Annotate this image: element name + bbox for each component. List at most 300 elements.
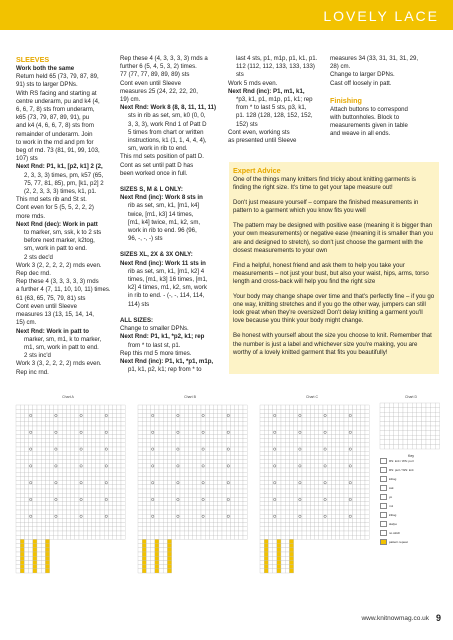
chart-cell	[323, 405, 327, 409]
chart-cell	[108, 506, 112, 510]
chart-cell	[348, 443, 352, 447]
chart-cell	[323, 514, 327, 518]
chart-cell	[58, 443, 62, 447]
chart-cell	[273, 535, 277, 539]
chart-cell	[117, 510, 121, 514]
text-line: *p3, k1, p1, m1p, p1, k1; rep	[236, 96, 313, 104]
chart-cell	[222, 443, 226, 447]
chart-cell	[315, 439, 319, 443]
chart-cell	[319, 460, 323, 464]
chart-cell	[222, 472, 226, 476]
chart-cell	[209, 405, 213, 409]
chart-cell	[50, 426, 54, 430]
chart-cell	[417, 444, 422, 449]
key-item	[380, 512, 396, 518]
chart-cell	[104, 413, 108, 417]
chart-cell	[222, 518, 226, 522]
chart-cell	[218, 481, 222, 485]
chart-cell	[205, 481, 209, 485]
chart-cell	[104, 460, 108, 464]
chart-cell	[331, 413, 335, 417]
chart-cell	[201, 405, 205, 409]
chart-cell	[273, 539, 277, 543]
chart-cell	[151, 418, 155, 422]
chart-cell	[45, 451, 49, 455]
chart-cell	[184, 502, 188, 506]
chart-cell	[239, 535, 243, 539]
chart-cell	[408, 435, 413, 440]
chart-cell	[340, 439, 344, 443]
chart-cell	[193, 472, 197, 476]
chart-cell	[348, 439, 352, 443]
chart-cell	[79, 434, 83, 438]
chart-cell	[260, 481, 264, 485]
chart-cell	[273, 548, 277, 552]
chart-cell	[41, 560, 45, 564]
chart-cell	[336, 493, 340, 497]
chart-cell	[327, 464, 331, 468]
chart-cell	[298, 460, 302, 464]
chart-cell	[75, 502, 79, 506]
chart-cell	[344, 460, 348, 464]
chart-cell	[243, 447, 247, 451]
chart-cell	[197, 439, 201, 443]
chart-cell	[315, 535, 319, 539]
chart-cell	[315, 485, 319, 489]
chart-cell	[226, 531, 230, 535]
chart-cell	[121, 472, 125, 476]
chart-cell	[289, 548, 293, 552]
chart-cell	[71, 439, 75, 443]
chart-cell	[176, 506, 180, 510]
chart-cell	[306, 506, 310, 510]
chart-cell	[385, 426, 390, 431]
chart-cell	[218, 405, 222, 409]
chart-cell	[239, 443, 243, 447]
chart-cell	[41, 422, 45, 426]
chart-cell	[54, 413, 58, 417]
chart-cell	[336, 468, 340, 472]
chart-cell	[146, 464, 150, 468]
chart-cell	[24, 413, 28, 417]
chart-cell	[62, 405, 66, 409]
chart-cell	[239, 413, 243, 417]
chart-cell	[294, 464, 298, 468]
chart-cell	[336, 464, 340, 468]
chart-cell	[37, 514, 41, 518]
chart-cell	[218, 451, 222, 455]
chart-cell	[54, 460, 58, 464]
column-2-text	[120, 55, 218, 374]
chart-cell	[348, 518, 352, 522]
chart-cell	[201, 468, 205, 472]
chart-cell	[340, 455, 344, 459]
chart-cell	[146, 476, 150, 480]
chart-cell	[273, 514, 277, 518]
chart-cell	[289, 544, 293, 548]
chart-cell	[352, 472, 356, 476]
chart-cell	[344, 447, 348, 451]
chart-cell	[306, 422, 310, 426]
chart-cell	[365, 439, 369, 443]
chart-cell	[352, 422, 356, 426]
chart-cell	[426, 403, 431, 408]
chart-cell	[230, 489, 234, 493]
chart-cell	[188, 485, 192, 489]
chart-cell	[24, 556, 28, 560]
text-line: Next Rnd: Work 8 (8, 8, 11, 11, 11)	[120, 104, 217, 112]
chart-cell	[357, 481, 361, 485]
chart-cell	[281, 468, 285, 472]
chart-cell	[226, 502, 230, 506]
chart-cell	[167, 439, 171, 443]
chart-cell	[327, 409, 331, 413]
chart-cell	[188, 527, 192, 531]
chart-cell	[108, 460, 112, 464]
chart-cell	[104, 514, 108, 518]
chart-cell	[37, 548, 41, 552]
chart-cell	[155, 544, 159, 548]
chart-cell	[294, 531, 298, 535]
chart-cell	[142, 409, 146, 413]
chart-cell	[348, 422, 352, 426]
chart-cell	[24, 552, 28, 556]
chart-cell	[264, 468, 268, 472]
chart-cell	[209, 455, 213, 459]
chart-cell	[146, 418, 150, 422]
chart-cell	[83, 493, 87, 497]
chart-cell	[138, 439, 142, 443]
chart-cell	[260, 514, 264, 518]
chart-cell	[83, 514, 87, 518]
chart-cell	[96, 418, 100, 422]
chart-cell	[264, 560, 268, 564]
chart-cell	[104, 409, 108, 413]
chart-cell	[306, 455, 310, 459]
chart-cell	[319, 497, 323, 501]
chart-cell	[155, 439, 159, 443]
chart-cell	[41, 518, 45, 522]
chart-cell	[385, 417, 390, 422]
chart-cell	[260, 426, 264, 430]
chart-cell	[281, 514, 285, 518]
chart-cell	[197, 497, 201, 501]
chart-cell	[66, 497, 70, 501]
chart-cell	[96, 476, 100, 480]
chart-cell	[209, 430, 213, 434]
text-line: 2 sts inc'd	[24, 352, 51, 360]
chart-cell	[163, 451, 167, 455]
chart-cell	[277, 502, 281, 506]
chart-cell	[394, 431, 399, 436]
chart-cell	[180, 527, 184, 531]
chart-cell	[50, 464, 54, 468]
chart-cell	[100, 460, 104, 464]
chart-cell	[298, 468, 302, 472]
chart-cell	[96, 527, 100, 531]
chart-cell	[33, 443, 37, 447]
chart-cell	[180, 460, 184, 464]
text-line: p1. 128 (128, 128, 152, 152,	[236, 112, 313, 120]
chart-cell	[243, 426, 247, 430]
chart-cell	[87, 455, 91, 459]
chart-cell	[167, 413, 171, 417]
chart-cell	[243, 472, 247, 476]
chart-cell	[155, 426, 159, 430]
chart-cell	[100, 510, 104, 514]
chart-cell	[201, 460, 205, 464]
chart-cell	[226, 523, 230, 527]
chart-cell	[167, 552, 171, 556]
chart-cell	[79, 502, 83, 506]
chart-cell	[87, 493, 91, 497]
chart-cell	[45, 560, 49, 564]
chart-cell	[37, 447, 41, 451]
chart-cell	[298, 531, 302, 535]
chart-cell	[117, 405, 121, 409]
chart-cell	[41, 434, 45, 438]
chart-cell	[45, 548, 49, 552]
chart-cell	[37, 434, 41, 438]
chart-cell	[87, 476, 91, 480]
chart-cell	[230, 481, 234, 485]
chart-cell	[75, 422, 79, 426]
chart-cell	[16, 531, 20, 535]
chart-cell	[302, 422, 306, 426]
chart-cell	[239, 476, 243, 480]
chart-cell	[306, 439, 310, 443]
chart-cell	[357, 422, 361, 426]
chart-cell	[340, 418, 344, 422]
chart-cell	[24, 439, 28, 443]
chart-cell	[226, 418, 230, 422]
chart-cell	[79, 418, 83, 422]
chart-cell	[281, 539, 285, 543]
chart-cell	[180, 531, 184, 535]
key-label: RS: purl / WS: knit	[389, 467, 414, 472]
chart-cell	[33, 409, 37, 413]
chart-cell	[306, 523, 310, 527]
chart-cell	[24, 565, 28, 569]
chart-cell	[96, 426, 100, 430]
chart-cell	[235, 468, 239, 472]
chart-cell	[230, 476, 234, 480]
chart-cell	[138, 426, 142, 430]
chart-cell	[108, 418, 112, 422]
chart-cell	[16, 493, 20, 497]
chart-cell	[184, 413, 188, 417]
chart-cell	[315, 460, 319, 464]
chart-cell	[357, 434, 361, 438]
chart-cell	[214, 485, 218, 489]
chart-cell	[41, 418, 45, 422]
chart-cell	[37, 506, 41, 510]
chart-cell	[226, 472, 230, 476]
chart-cell	[281, 510, 285, 514]
chart-cell	[146, 569, 150, 573]
chart-cell	[62, 472, 66, 476]
chart-cell	[222, 430, 226, 434]
chart-cell	[176, 523, 180, 527]
chart-cell	[294, 518, 298, 522]
chart-cell	[121, 447, 125, 451]
chart-cell	[412, 440, 417, 445]
chart-cell	[159, 476, 163, 480]
chart-cell	[361, 493, 365, 497]
chart-cell	[163, 481, 167, 485]
chart-cell	[193, 439, 197, 443]
chart-cell	[87, 535, 91, 539]
text-line: Rep inc rnd.	[16, 368, 49, 376]
chart-cell	[306, 460, 310, 464]
chart-cell	[268, 455, 272, 459]
text-line: Next Rnd (dec): Work in patt	[16, 220, 98, 228]
chart-cell	[92, 506, 96, 510]
chart-cell	[352, 468, 356, 472]
chart-cell	[138, 548, 142, 552]
chart-cell	[294, 426, 298, 430]
chart-cell	[336, 535, 340, 539]
chart-cell	[357, 426, 361, 430]
chart-cell	[340, 443, 344, 447]
chart-cell	[344, 472, 348, 476]
chart-cell	[155, 539, 159, 543]
chart-cell	[319, 447, 323, 451]
chart-cell	[421, 440, 426, 445]
chart-cell	[16, 556, 20, 560]
chart-cell	[365, 472, 369, 476]
chart-cell	[209, 514, 213, 518]
chart-cell	[230, 413, 234, 417]
chart-cell	[281, 518, 285, 522]
chart-cell	[71, 418, 75, 422]
chart-cell	[218, 523, 222, 527]
chart-cell	[214, 422, 218, 426]
chart-cell	[214, 464, 218, 468]
chart-cell	[50, 514, 54, 518]
chart-cell	[20, 514, 24, 518]
chart-cell	[239, 518, 243, 522]
chart-cell	[201, 502, 205, 506]
chart-cell	[260, 539, 264, 543]
chart-cell	[66, 464, 70, 468]
chart-cell	[83, 527, 87, 531]
chart-cell	[184, 527, 188, 531]
chart-cell	[121, 506, 125, 510]
chart-cell	[222, 535, 226, 539]
chart-cell	[226, 426, 230, 430]
chart-cell	[218, 426, 222, 430]
chart-cell	[104, 443, 108, 447]
text-line: SIZES XL, 2X & 3X ONLY:	[120, 251, 193, 259]
chart-cell	[163, 497, 167, 501]
chart-cell	[100, 468, 104, 472]
chart-cell	[289, 518, 293, 522]
chart-cell	[155, 531, 159, 535]
chart-cell	[155, 560, 159, 564]
chart-cell	[163, 527, 167, 531]
chart-cell	[172, 451, 176, 455]
chart-cell	[273, 556, 277, 560]
chart-cell	[336, 489, 340, 493]
chart-cell	[29, 489, 33, 493]
chart-cell	[62, 430, 66, 434]
chart-cell	[336, 481, 340, 485]
chart-cell	[235, 464, 239, 468]
chart-cell	[16, 565, 20, 569]
chart-cell	[285, 409, 289, 413]
chart-cell	[273, 485, 277, 489]
chart-cell	[180, 535, 184, 539]
chart-cell	[260, 497, 264, 501]
chart-cell	[319, 489, 323, 493]
chart-cell	[205, 426, 209, 430]
chart-cell	[167, 556, 171, 560]
text-line: Cont even, working sts	[228, 128, 290, 136]
chart-cell	[66, 460, 70, 464]
chart-cell	[306, 527, 310, 531]
chart-cell	[159, 552, 163, 556]
chart-cell	[302, 506, 306, 510]
chart-cell	[315, 426, 319, 430]
chart-cell	[336, 518, 340, 522]
chart-cell	[226, 506, 230, 510]
chart-cell	[222, 485, 226, 489]
chart-cell	[306, 535, 310, 539]
chart-cell	[294, 535, 298, 539]
chart-cell	[357, 447, 361, 451]
chart-cell	[197, 405, 201, 409]
chart-cell	[96, 455, 100, 459]
chart-cell	[298, 489, 302, 493]
chart-cell	[155, 476, 159, 480]
chart-cell	[277, 422, 281, 426]
chart-cell	[264, 418, 268, 422]
chart-cell	[79, 506, 83, 510]
chart-cell	[285, 560, 289, 564]
chart-cell	[180, 476, 184, 480]
chart-cell	[285, 502, 289, 506]
chart-cell	[298, 418, 302, 422]
chart-cell	[431, 435, 436, 440]
chart-cell	[323, 472, 327, 476]
chart-cell	[319, 514, 323, 518]
chart-cell	[239, 489, 243, 493]
chart-cell	[281, 552, 285, 556]
chart-cell	[268, 560, 272, 564]
chart-cell	[365, 447, 369, 451]
text-line: Next Rnd (inc): Work 11 sts in	[120, 259, 206, 267]
chart-cell	[197, 447, 201, 451]
chart-cell	[389, 408, 394, 413]
text-line: With RS facing and starting at	[16, 89, 97, 97]
chart-cell	[209, 497, 213, 501]
chart-cell	[58, 489, 62, 493]
chart-cell	[230, 422, 234, 426]
chart-cell	[58, 481, 62, 485]
chart-cell	[209, 476, 213, 480]
chart-cell	[96, 439, 100, 443]
chart-cell	[96, 422, 100, 426]
chart-cell	[146, 510, 150, 514]
chart-cell	[184, 460, 188, 464]
chart-cell	[45, 405, 49, 409]
chart-cell	[54, 468, 58, 472]
chart-cell	[121, 502, 125, 506]
website-url[interactable]: www.knitnowmag.co.uk	[361, 615, 429, 622]
chart-cell	[426, 435, 431, 440]
chart-cell	[230, 472, 234, 476]
